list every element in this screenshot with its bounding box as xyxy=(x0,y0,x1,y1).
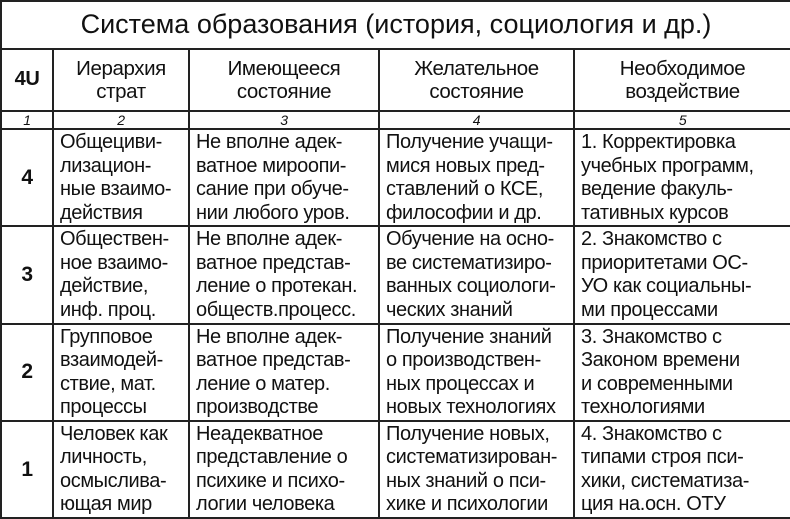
table-cell: Не вполне адек- ватное представ- ление о матер. производстве xyxy=(189,324,379,421)
level-cell: 3 xyxy=(1,226,53,323)
table-title: Система образования (история, социология и др.) xyxy=(1,1,790,49)
table-cell: Человек как личность, осмыслива- ющая мир xyxy=(53,421,189,518)
table-row xyxy=(1,421,790,518)
table-cell: 2. Знакомство с приоритетами ОС- УО как социальны- ми процессами xyxy=(574,226,790,323)
level-cell: 1 xyxy=(1,421,53,518)
table-cell: 4. Знакомство с типами строя пси- хики, систематиза- ция на.осн. ОТУ xyxy=(574,421,790,518)
header-4u: 4U xyxy=(1,49,53,111)
column-number: 5 xyxy=(574,111,790,129)
table-cell: Получение знаний о производствен- ных процессах и новых технологиях xyxy=(379,324,574,421)
column-number: 4 xyxy=(379,111,574,129)
table-row xyxy=(1,129,790,226)
column-number-row xyxy=(1,111,790,129)
table-cell: 1. Корректировка учебных программ, ведение факуль- тативных курсов xyxy=(574,129,790,226)
table-row xyxy=(1,226,790,323)
table-cell: Групповое взаимодей- ствие, мат. процессы xyxy=(53,324,189,421)
table-cell: Не вполне адек- ватное мироопи- сание при обуче- нии любого уров. xyxy=(189,129,379,226)
column-number: 3 xyxy=(189,111,379,129)
level-cell: 2 xyxy=(1,324,53,421)
header-current-state: Имеющееся состояние xyxy=(189,49,379,111)
table-cell: Неадекватное представление о психике и психо- логии человека xyxy=(189,421,379,518)
table-cell: Общециви- лизацион- ные взаимо- действия xyxy=(53,129,189,226)
column-number: 2 xyxy=(53,111,189,129)
level-cell: 4 xyxy=(1,129,53,226)
table-cell: Получение новых, систематизирован- ных знаний о пси- хике и психологии xyxy=(379,421,574,518)
table-cell: Обучение на осно- ве систематизиро- ванных социологи- ческих знаний xyxy=(379,226,574,323)
header-desired-state: Желательное состояние xyxy=(379,49,574,111)
header-hierarchy: Иерархия страт xyxy=(53,49,189,111)
table-cell: 3. Знакомство с Законом времени и современными технологиями xyxy=(574,324,790,421)
table-row xyxy=(1,324,790,421)
header-row xyxy=(1,49,790,111)
table-cell: Не вполне адек- ватное представ- ление о протекан. обществ.процесс. xyxy=(189,226,379,323)
table-cell: Обществен- ное взаимо- действие, инф. проц. xyxy=(53,226,189,323)
header-required-action: Необходимое воздействие xyxy=(574,49,790,111)
column-number: 1 xyxy=(1,111,53,129)
table-cell: Получение учащи- мися новых пред- ставлений о КСЕ, философии и др. xyxy=(379,129,574,226)
